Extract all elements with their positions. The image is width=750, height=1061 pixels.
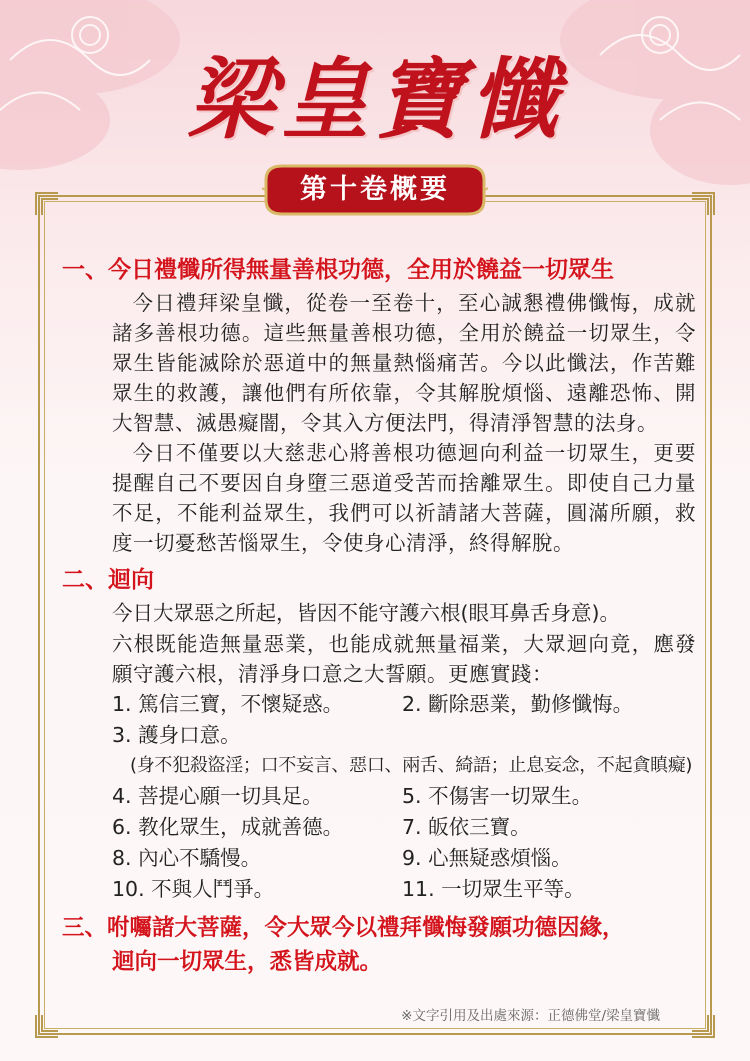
list-item-4: 4. 菩提心願一切具足。 (112, 783, 323, 808)
list-item-7: 7. 皈依三寶。 (402, 814, 531, 839)
section-1-heading: 一、今日禮懺所得無量善根功德，全用於饒益一切眾生 (62, 257, 614, 283)
source-credit: ※文字引用及出處來源：正德佛堂/梁皇寶懺 (401, 1008, 660, 1024)
list-item (62, 874, 702, 905)
list-item (62, 812, 702, 843)
section-3-heading-cont: 迴向一切眾生，悉皆成就。 (112, 948, 383, 975)
corner-ornament-icon (34, 191, 60, 217)
list-item-10: 10. 不與人鬥爭。 (112, 876, 275, 901)
list-item-9: 9. 心無疑惑煩惱。 (402, 845, 572, 870)
list-item (62, 689, 702, 720)
list-item-2: 2. 斷除惡業，勤修懺悔。 (402, 691, 634, 716)
corner-ornament-icon (690, 191, 716, 217)
list-item-3: 3. 護身口意。 (112, 722, 241, 747)
section-2-para-2: 六根既能造無量惡業，也能成就無量福業，大眾迴向竟，應發願守護六根，清淨身口意之大誓願。更應實踐： (112, 631, 696, 686)
list-note: (身不犯殺盜淫；口不妄言、惡口、兩舌、綺語；止息妄念，不起貪瞋癡) (130, 754, 693, 776)
content-body (62, 252, 702, 979)
list-item-11: 11. 一切眾生平等。 (402, 876, 585, 901)
list-item (62, 720, 702, 751)
list-item-8: 8. 內心不驕慢。 (112, 845, 262, 870)
list-item (62, 843, 702, 874)
section-2-heading: 二、迴向 (62, 567, 154, 593)
subtitle: 第十卷概要 (300, 174, 450, 205)
section-1-para-2: 今日不僅要以大慈悲心將善根功德迴向利益一切眾生，更要提醒自己不要因自身墮三惡道受苦而捨離眾生。即使自己力量不足，不能利益眾生，我們可以祈請諸大菩薩，圓滿所願，救度一切憂愁苦惱眾生，令使身心清淨，終得解脫。 (112, 441, 696, 555)
section-2-line-1: 今日大眾惡之所起，皆因不能守護六根(眼耳鼻舌身意)。 (112, 601, 620, 625)
list-item-5: 5. 不傷害一切眾生。 (402, 783, 593, 808)
list-item-1: 1. 篤信三寶，不懷疑惑。 (112, 691, 344, 716)
list-item-6: 6. 教化眾生，成就善德。 (112, 814, 344, 839)
section-1-para-1: 今日禮拜梁皇懺，從卷一至卷十，至心誠懇禮佛懺悔，成就諸多善根功德。這些無量善根功德，全用於饒益一切眾生，令眾生皆能滅除於惡道中的無量熱惱痛苦。今以此懺法，作苦難眾生的救護，讓他們有所依靠，令其解脫煩惱、遠離恐怖、開大智慧、滅愚癡闇，令其入方便法門，得清淨智慧的法身。 (112, 291, 696, 435)
list-item (62, 781, 702, 812)
section-3-heading: 三、咐囑諸大菩薩，令大眾今以禮拜懺悔發願功德因緣， (62, 914, 625, 941)
corner-ornament-icon (690, 1013, 716, 1039)
page-title: 梁皇寶懺 (186, 47, 563, 151)
corner-ornament-icon (34, 1013, 60, 1039)
